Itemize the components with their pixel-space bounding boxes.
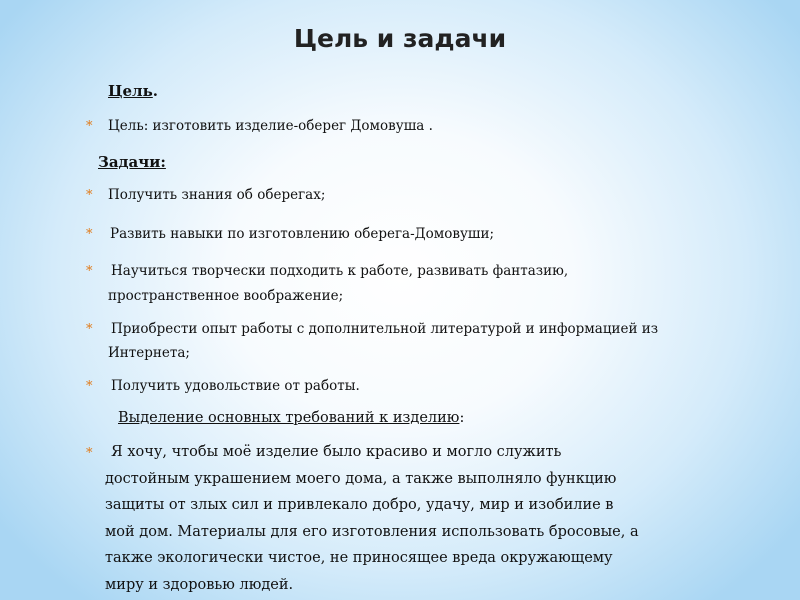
task-item: Научиться творчески подходить к работе, развивать фантазию, (111, 263, 569, 279)
tasks-heading-text: Задачи: (98, 153, 166, 171)
task-item-continued: Интернета; (108, 345, 190, 361)
requirements-heading (118, 410, 464, 426)
task-item: Получить удовольствие от работы. (111, 378, 360, 394)
paragraph-line: достойным украшением моего дома, а также выполняло функцию (105, 470, 617, 487)
task-item: Развить навыки по изготовлению оберега-Домовуши; (110, 226, 495, 242)
tasks-heading (98, 153, 166, 171)
goal-heading-suffix: . (152, 82, 159, 100)
goal-item: Цель: изготовить изделие-оберег Домовуша . (108, 118, 433, 134)
slide-title: Цель и задачи (293, 24, 507, 53)
task-item: Получить знания об оберегах; (108, 187, 326, 203)
task-item-continued: пространственное воображение; (108, 288, 344, 304)
bullet-icon: * (86, 264, 93, 279)
bullet-icon: * (86, 379, 93, 394)
paragraph-line: мой дом. Материалы для его изготовления использовать бросовые, а (105, 523, 639, 540)
bullet-icon: * (86, 188, 93, 203)
bullet-icon: * (86, 322, 93, 337)
task-item: Приобрести опыт работы с дополнительной литературой и информацией из (111, 321, 659, 337)
paragraph-line: Я хочу, чтобы моё изделие было красиво и могло служить (111, 444, 562, 460)
paragraph-line: миру и здоровью людей. (105, 576, 294, 593)
requirements-paragraph (105, 439, 745, 598)
paragraph-line: также экологически чистое, не приносящее вреда окружающему (105, 550, 613, 566)
bullet-icon: * (86, 227, 93, 242)
paragraph-line: защиты от злых сил и привлекало добро, удачу, мир и изобилие в (105, 497, 614, 513)
requirements-heading-text: Выделение основных требований к изделию (118, 410, 460, 426)
bullet-icon: * (86, 446, 93, 461)
goal-heading-text: Цель (108, 82, 153, 100)
bullet-icon: * (86, 119, 93, 134)
goal-heading (108, 82, 158, 100)
requirements-heading-suffix: : (459, 410, 465, 426)
